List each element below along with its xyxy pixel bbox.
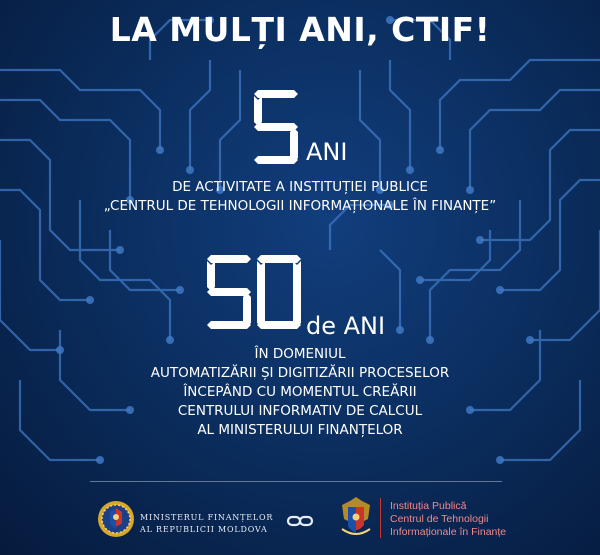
institution-name-line: Centrul de Tehnologii [390, 513, 489, 525]
block2-line: ÎN DOMENIUL [254, 346, 346, 362]
block2-line: CENTRULUI INFORMATIV DE CALCUL [177, 403, 423, 419]
fifty-years-number [205, 253, 303, 331]
block2-description [0, 345, 600, 440]
ministry-name-line: MINISTERUL FINANȚELOR [140, 513, 274, 522]
institution-name-line: Informaționale în Finanțe [390, 526, 507, 538]
page-title: LA MULȚI ANI, CTIF! [109, 10, 491, 49]
fifty-years-unit: de ANI [306, 312, 386, 340]
block2-line: AUTOMATIZĂRII ȘI DIGITIZĂRII PROCESELOR [150, 365, 450, 381]
block2-line: ÎNCEPÂND CU MOMENTUL CREĂRII [183, 384, 417, 400]
block1-description [0, 178, 600, 216]
institution-name-line: Instituția Publică [390, 500, 467, 512]
institution-name [390, 500, 506, 539]
ministry-emblem-icon [96, 495, 136, 543]
coat-of-arms-icon [338, 495, 374, 543]
institution-separator [380, 498, 381, 538]
ministry-name-line: AL REPUBLICII MOLDOVA [140, 525, 268, 534]
link-icon [286, 514, 314, 528]
five-years-unit: ANI [306, 138, 348, 166]
five-years-number [252, 88, 300, 166]
block1-line: „CENTRUL DE TEHNOLOGII INFORMAȚIONALE ÎN FINANȚE” [103, 198, 497, 214]
ministry-name [140, 512, 273, 536]
block1-line: DE ACTIVITATE A INSTITUȚIEI PUBLICE [172, 179, 428, 195]
block2-line: AL MINISTERULUI FINANȚELOR [197, 422, 403, 438]
footer-divider [90, 481, 502, 482]
